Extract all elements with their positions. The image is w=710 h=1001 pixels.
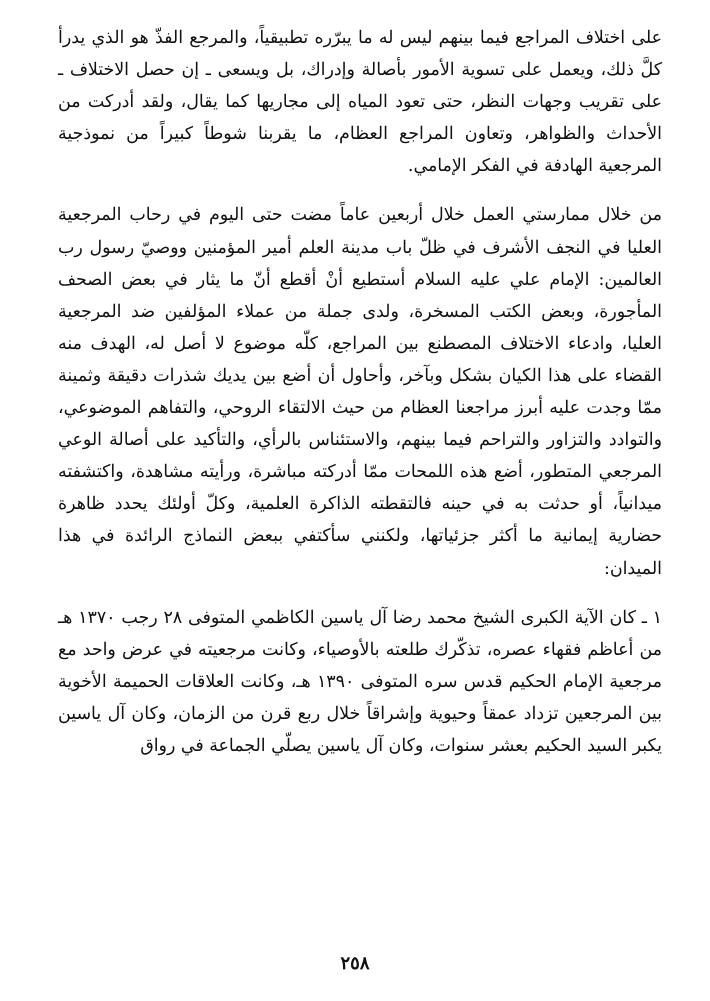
page-body bbox=[58, 22, 662, 762]
text-paragraph: على اختلاف المراجع فيما بينهم ليس له ما يبرّره تطبيقياً، والمرجع الفذّ هو الذي يدرأ كلَّ ذلك، ويعمل على تسوية الأمور بأصالة وإدراك، بل ويسعى ـ إن حصل الاختلاف ـ على تقريب وجهات النظر، حتى تعود المياه إلى مجاريها كما يقال، ولقد أدركت من الأحداث والظواهر، وتعاون المراجع العظام، ما يقربنا شوطاً كبيراً من نموذجية المرجعية الهادفة في الفكر الإمامي. bbox=[58, 28, 662, 177]
text-paragraph: من خلال ممارستي العمل خلال أربعين عاماً مضت حتى اليوم في رحاب المرجعية العليا في النجف الأشرف في ظلّ باب مدينة العلم أمير المؤمنين ووصيّ رسول رب العالمين: الإمام علي عليه السلام أستطيع أنْ أقطع أنّ ما يثار في بعض الصحف المأجورة، وبعض الكتب المسخرة، ولدى جملة من عملاء المؤلفين ضد المرجعية العليا، وادعاء الاختلاف المصطنع بين المراجع، كلّه موضوع لا أصل له، الهدف منه القضاء على هذا الكيان بشكل وبآخر، وأحاول أن أضع بين يديك شذرات دقيقة وثمينة ممّا وجدت عليه أبرز مراجعنا العظام من حيث الالتقاء الروحي، والتفاهم الموضوعي، والتوادد والتزاور والتراحم فيما بينهم، والاستئناس بالرأي، والتأكيد على أصالة الوعي المرجعي المتطور، أضع هذه اللمحات ممّا أدركته مباشرة، ورأيته مشاهدة، واكتشفته ميدانياً، أو حدثت به في حينه فالتقطته الذاكرة العلمية، وكلّ أولئك يحدد ظاهرة حضارية إيمانية ما أكثر جزئياتها، ولكنني سأكتفي ببعض النماذج الرائدة في هذا الميدان: bbox=[58, 205, 662, 579]
text-paragraph: ١ ـ كان الآية الكبرى الشيخ محمد رضا آل ياسين الكاظمي المتوفى ٢٨ رجب ١٣٧٠ هـ من أعاظم فقهاء عصره، تذكّرك طلعته بالأوصياء، وكانت مرجعيته في عرض واحد مع مرجعية الإمام الحكيم قدس سره المتوفى ١٣٩٠ هـ، وكانت العلاقات الحميمة الأخوية بين المرجعين تزداد عمقاً وحيوية وإشراقاً خلال ربع قرن من الزمان، وكان آل ياسين يكبر السيد الحكيم بعشر سنوات، وكان آل ياسين يصلّي الجماعة في رواق bbox=[58, 607, 663, 756]
page-number: ٢٥٨ bbox=[340, 953, 370, 974]
